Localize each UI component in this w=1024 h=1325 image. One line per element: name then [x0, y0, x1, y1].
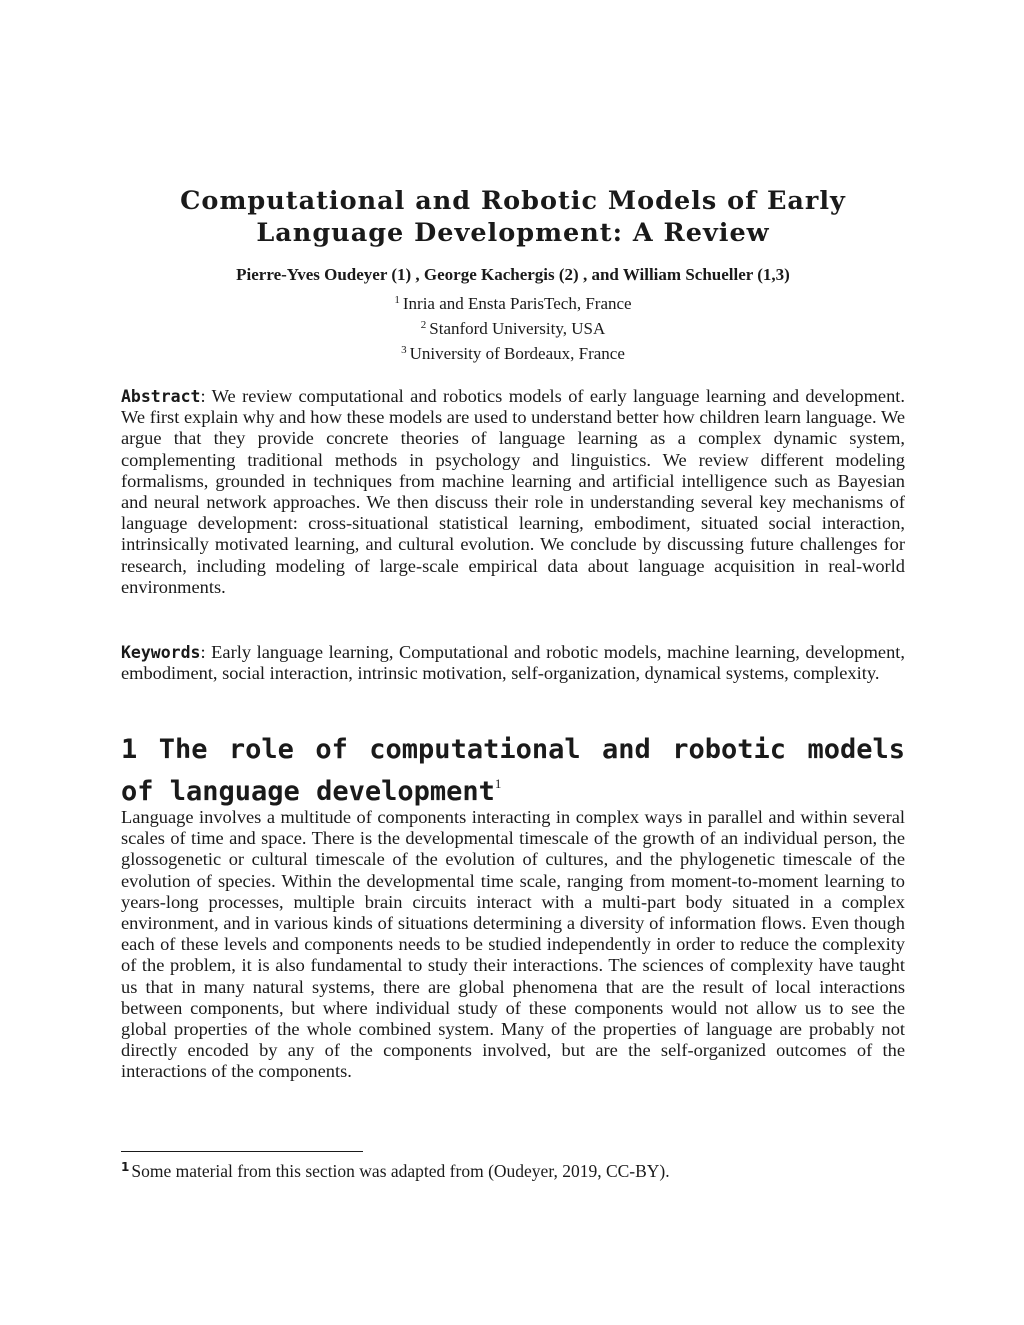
footnote	[121, 1160, 905, 1182]
affiliation-text: Stanford University, USA	[429, 319, 606, 338]
abstract-label: Abstract	[121, 387, 201, 406]
section-body: Language involves a multitude of components interacting in complex ways in parallel and within several scales of time and space. There is the developmental timescale of the growth of an individual person, the glossogenetic or cultural timescale of the evolution of cultures, and the phylogenetic timescale of the evolution of species. Within the developmental time scale, ranging from moment-to-moment learning to years-long processes, multiple brain circuits interact with a multi-part body situated in a complex environment, and in various kinds of situations determining a diversity of information flows. Even though each of these levels and components needs to be studied independently in order to reduce the complexity of the problem, it is also fundamental to study their interactions. The sciences of complexity have taught us that in many natural systems, there are global phenomena that are the result of local interactions between components, but where individual study of these components would not allow us to see the global properties of the whole combined system. Many of the properties of language are probably not directly encoded by any of the components involved, but are the self-organized outcomes of the interactions of the components.	[121, 807, 905, 1082]
footnote-text: Some material from this section was adapted from (Oudeyer, 2019, CC-BY).	[131, 1161, 670, 1181]
keywords-label: Keywords	[121, 643, 201, 662]
abstract-text: : We review computational and robotics models of early language learning and development. We first explain why and how these models are used to understand better how children learn language. We argue that they provide concrete theories of language learning as a complex dynamic system, complementing traditional methods in psychology and linguistics. We review different modeling formalisms, grounded in techniques from machine learning and artificial intelligence such as Bayesian and neural network approaches. We then discuss their role in understanding several key mechanisms of language development: cross-situational statistical learning, embodiment, situated social interaction, intrinsically motivated learning, and cultural evolution. We conclude by discussing future challenges for research, including modeling of large-scale empirical data about language acquisition in real-world environments.	[121, 386, 905, 597]
affiliation-3	[121, 344, 905, 364]
footnote-mark: 1	[121, 1160, 130, 1174]
keywords	[121, 642, 905, 684]
title-line-1: Computational and Robotic Models of Early	[180, 186, 846, 217]
paper-title	[121, 185, 905, 249]
section-heading-text: 1 The role of computational and robotic models of language development	[121, 734, 905, 807]
affiliation-2	[121, 319, 905, 339]
footnote-rule	[121, 1151, 363, 1152]
affiliation-mark: 1	[394, 294, 400, 306]
title-line-2: Language Development: A Review	[256, 218, 770, 249]
section-footnote-mark: 1	[494, 776, 502, 791]
affiliation-text: University of Bordeaux, France	[409, 344, 625, 363]
affiliation-text: Inria and Ensta ParisTech, France	[402, 294, 632, 313]
affiliation-mark: 3	[401, 344, 407, 356]
author-list: Pierre-Yves Oudeyer (1) , George Kachergis (2) , and William Schueller (1,3)	[236, 265, 790, 284]
affiliation-mark: 2	[420, 319, 427, 331]
keywords-text: : Early language learning, Computational and robotic models, machine learning, development, embodiment, social interaction, intrinsic motivation, self-organization, dynamical systems, complexity.	[121, 642, 905, 684]
abstract	[121, 386, 905, 598]
affiliation-1	[121, 294, 905, 314]
section-heading	[121, 733, 905, 809]
